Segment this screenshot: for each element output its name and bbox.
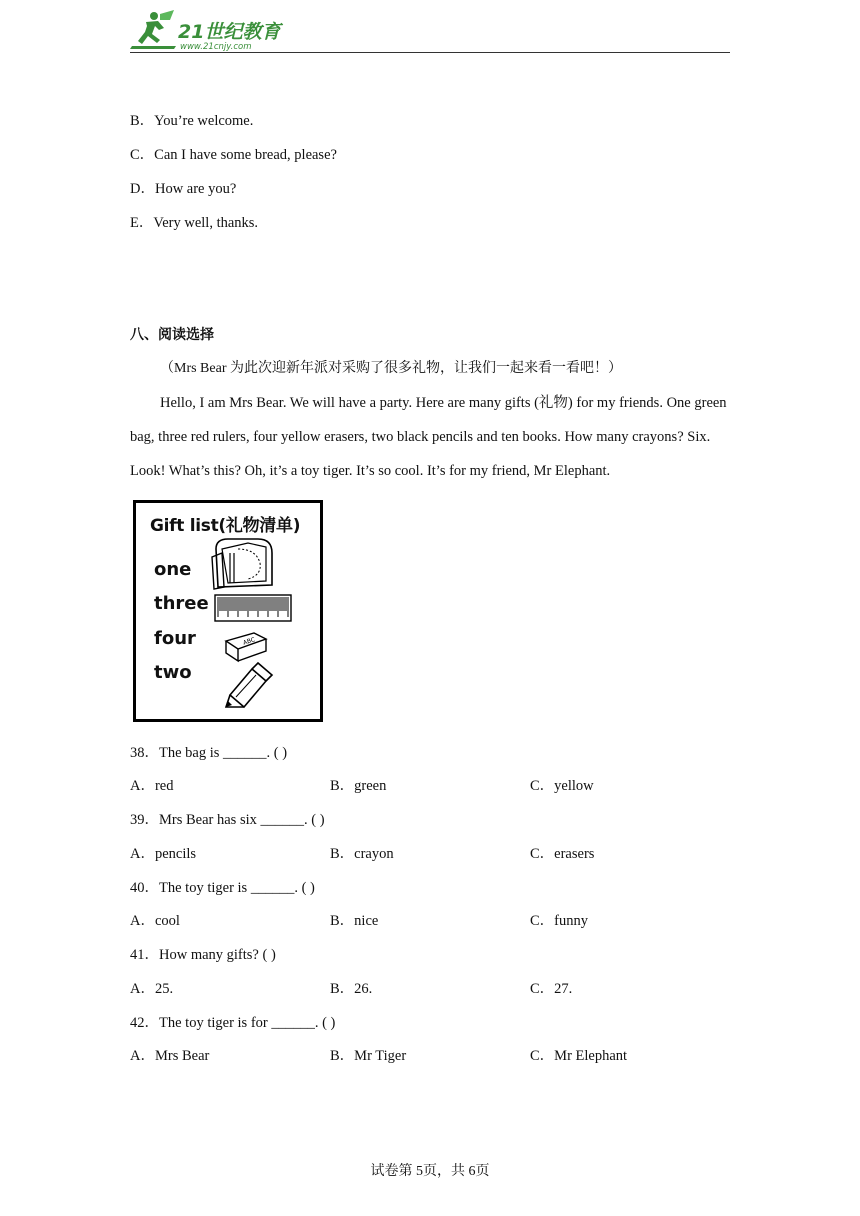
option-b: B．You’re welcome. [130,113,254,129]
reading-passage [130,386,730,488]
gift-row-one: one [154,559,192,580]
question-39-option-c: C．erasers [530,846,595,862]
option-e: E．Very well, thanks. [130,215,259,231]
option-c: C．Can I have some bread, please? [130,147,337,163]
question-38-option-b: B．green [330,778,387,794]
logo-main-text: 21世纪教育 [178,21,281,43]
question-42-option-b: B．Mr Tiger [330,1048,407,1064]
question-38-option-c: C．yellow [530,778,594,794]
question-41-option-a: A．25. [130,981,174,997]
logo-url-text: www.21cnjy.com [180,42,252,52]
question-39-option-a: A．pencils [130,846,197,862]
passage-text: Hello, I am Mrs Bear. We will have a party. Here are many gifts (礼物) for my friends. One green bag, three red rulers, four yellow erasers, two black pencils and ten books. How many crayons? Six. Look! What’s this? Oh, it’s a toy tiger. It’s so cool. It’s for my friend, Mr Elephant. [130,395,727,479]
eraser-label: ABC [242,636,257,647]
option-d: D．How are you? [130,181,237,197]
question-42-option-a: A．Mrs Bear [130,1048,210,1064]
header-divider [130,52,730,53]
question-39: 39．Mrs Bear has six ______. ( ) [130,812,325,828]
question-42: 42．The toy tiger is for ______. ( ) [130,1015,336,1031]
ruler-icon [214,593,294,623]
question-42-option-c: C．Mr Elephant [530,1048,628,1064]
question-41-option-c: C．27. [530,981,573,997]
gift-row-three: three [154,593,209,614]
site-logo [130,8,300,54]
gift-list-image [133,500,323,722]
section-intro: （Mrs Bear 为此次迎新年派对采购了很多礼物，让我们一起来看一看吧！） [160,361,622,376]
eraser-icon [222,627,270,663]
question-40: 40．The toy tiger is ______. ( ) [130,880,315,896]
question-40-option-b: B．nice [330,913,379,929]
question-41: 41．How many gifts? ( ) [130,947,276,963]
section-title: 八、阅读选择 [130,327,214,343]
question-40-option-c: C．funny [530,913,588,929]
question-38-option-a: A．red [130,778,174,794]
runner-icon [130,10,176,49]
question-39-option-b: B．crayon [330,846,394,862]
question-41-option-b: B．26. [330,981,373,997]
question-38: 38．The bag is ______. ( ) [130,745,288,761]
gift-row-four: four [154,628,196,649]
page-footer: 试卷第 5页，共 6页 [370,1164,490,1179]
bag-icon [208,535,280,591]
pencil-icon [222,661,274,711]
gift-row-two: two [154,662,192,683]
gift-list-title: Gift list(礼物清单) [150,516,301,536]
question-40-option-a: A．cool [130,913,180,929]
